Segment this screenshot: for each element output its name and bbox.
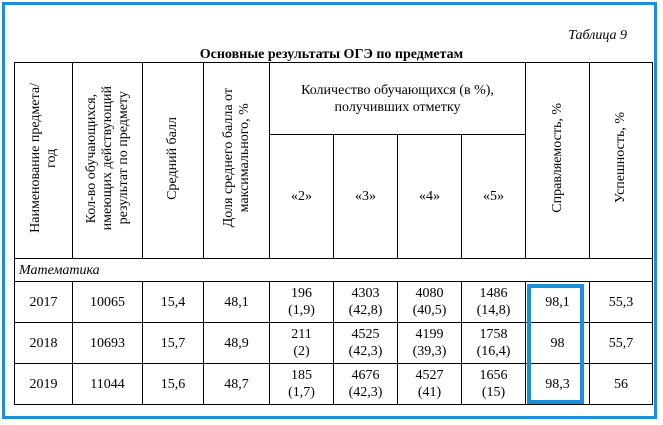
cell-share: 48,1 bbox=[204, 282, 270, 323]
cell-grade-5: 1758 (16,4) bbox=[462, 323, 526, 364]
cell-share: 48,9 bbox=[204, 323, 270, 364]
header-share-of-max bbox=[204, 63, 270, 259]
header-subject-year-text: Наименование предмета/ год bbox=[27, 83, 59, 233]
cell-participants: 10693 bbox=[73, 323, 143, 364]
cell-grade-4: 4199 (39,3) bbox=[398, 323, 462, 364]
cell-success-rate: 56 bbox=[590, 364, 653, 405]
cell-success-rate: 55,7 bbox=[590, 323, 653, 364]
cell-grade-5: 1656 (15) bbox=[462, 364, 526, 405]
header-subject-year bbox=[15, 63, 73, 259]
table-row bbox=[15, 364, 653, 405]
cell-grade-4: 4080 (40,5) bbox=[398, 282, 462, 323]
cell-year: 2018 bbox=[15, 323, 73, 364]
header-share-of-max-text: Доля среднего балла от максимального, % bbox=[220, 88, 252, 228]
cell-grade-2: 196 (1,9) bbox=[270, 282, 334, 323]
cell-pass-rate: 98 bbox=[526, 323, 590, 364]
header-grades-group: Количество обучающихся (в %), получивших отметку bbox=[270, 63, 526, 135]
cell-grade-3: 4676 (42,3) bbox=[334, 364, 398, 405]
cell-pass-rate: 98,1 bbox=[526, 282, 590, 323]
cell-year: 2017 bbox=[15, 282, 73, 323]
results-table bbox=[14, 62, 653, 405]
header-grade-2: «2» bbox=[270, 135, 334, 259]
cell-grade-3: 4303 (42,8) bbox=[334, 282, 398, 323]
header-grade-4: «4» bbox=[398, 135, 462, 259]
cell-grade-2: 185 (1,7) bbox=[270, 364, 334, 405]
header-success-rate: Успешность, % bbox=[590, 63, 653, 259]
header-grade-3: «3» bbox=[334, 135, 398, 259]
cell-share: 48,7 bbox=[204, 364, 270, 405]
table-row bbox=[15, 282, 653, 323]
table-caption: Таблица 9 bbox=[568, 28, 627, 43]
cell-grade-3: 4525 (42,3) bbox=[334, 323, 398, 364]
header-pass-rate: Справляемость, % bbox=[526, 63, 590, 259]
cell-participants: 10065 bbox=[73, 282, 143, 323]
table-title: Основные результаты ОГЭ по предметам bbox=[199, 47, 464, 62]
cell-grade-2: 211 (2) bbox=[270, 323, 334, 364]
cell-avg: 15,6 bbox=[143, 364, 204, 405]
cell-year: 2019 bbox=[15, 364, 73, 405]
header-grade-5: «5» bbox=[462, 135, 526, 259]
header-participants-text: Кол-во обучающихся, имеющих действующий результат по предмету bbox=[83, 85, 131, 231]
cell-avg: 15,4 bbox=[143, 282, 204, 323]
cell-success-rate: 55,3 bbox=[590, 282, 653, 323]
header-participants bbox=[73, 63, 143, 259]
header-avg-score: Средний балл bbox=[143, 63, 204, 259]
section-row: Математика bbox=[15, 259, 653, 282]
cell-pass-rate: 98,3 bbox=[526, 364, 590, 405]
cell-grade-5: 1486 (14,8) bbox=[462, 282, 526, 323]
cell-avg: 15,7 bbox=[143, 323, 204, 364]
cell-participants: 11044 bbox=[73, 364, 143, 405]
cell-grade-4: 4527 (41) bbox=[398, 364, 462, 405]
table-row bbox=[15, 323, 653, 364]
